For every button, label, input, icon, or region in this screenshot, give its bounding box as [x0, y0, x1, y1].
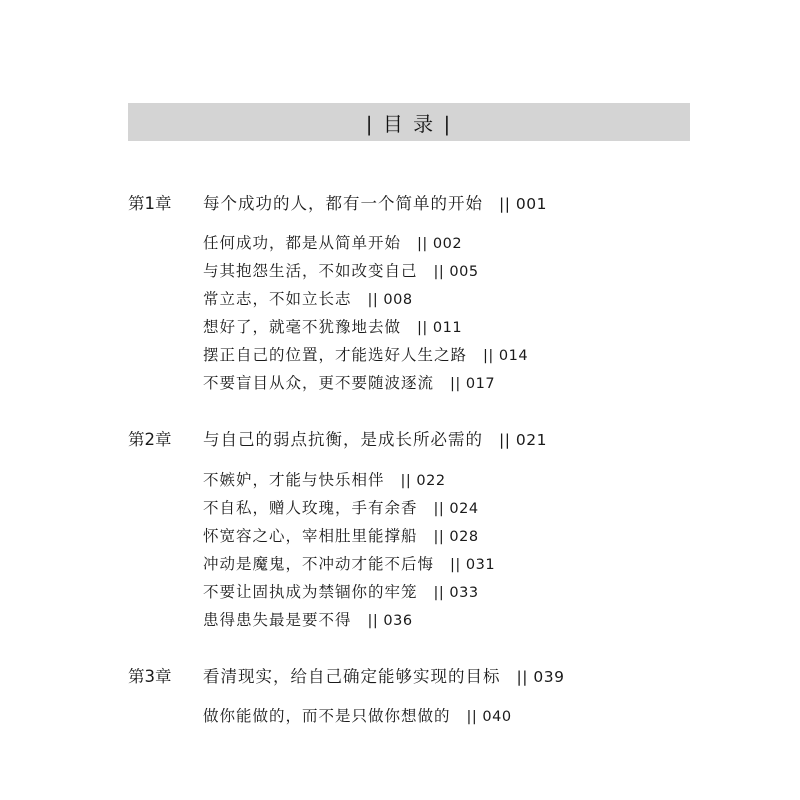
chapter-number: 第2章: [128, 430, 172, 449]
chapter-3-entry[interactable]: [128, 667, 564, 687]
section-title: 不要盲目从众，更不要随波逐流: [203, 374, 435, 392]
page-number: || 005: [433, 264, 479, 280]
section-title: 想好了，就毫不犹豫地去做: [203, 318, 402, 336]
page-number: || 011: [417, 320, 463, 336]
section-title: 冲动是魔鬼，不冲动才能不后悔: [203, 555, 435, 573]
section-entry[interactable]: [203, 289, 413, 310]
section-entry[interactable]: [203, 233, 462, 254]
page-number: || 024: [433, 501, 479, 517]
page-number: || 008: [367, 292, 413, 308]
page-number: || 021: [499, 431, 547, 449]
page-number: || 033: [433, 585, 479, 601]
section-entry[interactable]: [203, 582, 479, 603]
section-entry[interactable]: [203, 526, 479, 547]
section-title: 常立志，不如立长志: [203, 290, 352, 308]
section-title: 怀宽容之心，宰相肚里能撑船: [203, 527, 418, 545]
page-number: || 022: [400, 473, 446, 489]
section-title: 患得患失最是要不得: [203, 611, 352, 629]
section-title: 摆正自己的位置，才能选好人生之路: [203, 346, 468, 364]
chapter-title: 看清现实，给自己确定能够实现的目标: [203, 667, 501, 686]
section-entry[interactable]: [203, 470, 446, 491]
page-number: || 031: [450, 557, 496, 573]
section-entry[interactable]: [203, 317, 462, 338]
section-entry[interactable]: [203, 498, 479, 519]
section-entry[interactable]: [203, 345, 528, 366]
section-entry[interactable]: [203, 261, 479, 282]
section-entry[interactable]: [203, 706, 512, 727]
page-number: || 002: [417, 236, 463, 252]
page-number: || 028: [433, 529, 479, 545]
page-number: || 039: [516, 668, 565, 686]
chapter-title: 与自己的弱点抗衡，是成长所必需的: [203, 430, 483, 449]
section-entry[interactable]: [203, 610, 413, 631]
chapter-2-entry[interactable]: [128, 430, 547, 450]
section-title: 做你能做的，而不是只做你想做的: [203, 707, 451, 725]
section-title: 任何成功，都是从简单开始: [203, 234, 402, 252]
toc-title: | 目 录 |: [365, 111, 453, 136]
chapter-1-entry[interactable]: [128, 194, 547, 214]
page-number: || 001: [499, 195, 547, 213]
page-number: || 014: [483, 348, 529, 364]
section-entry[interactable]: [203, 373, 495, 394]
chapter-number: 第3章: [128, 667, 172, 686]
page-number: || 040: [466, 709, 512, 725]
section-title: 不要让固执成为禁锢你的牢笼: [203, 583, 418, 601]
chapter-title: 每个成功的人，都有一个简单的开始: [203, 194, 483, 213]
page-number: || 017: [450, 376, 496, 392]
section-title: 不嫉妒，才能与快乐相伴: [203, 471, 385, 489]
section-title: 与其抱怨生活，不如改变自己: [203, 262, 418, 280]
page-number: || 036: [367, 613, 413, 629]
section-title: 不自私，赠人玫瑰，手有余香: [203, 499, 418, 517]
chapter-number: 第1章: [128, 194, 172, 213]
section-entry[interactable]: [203, 554, 495, 575]
